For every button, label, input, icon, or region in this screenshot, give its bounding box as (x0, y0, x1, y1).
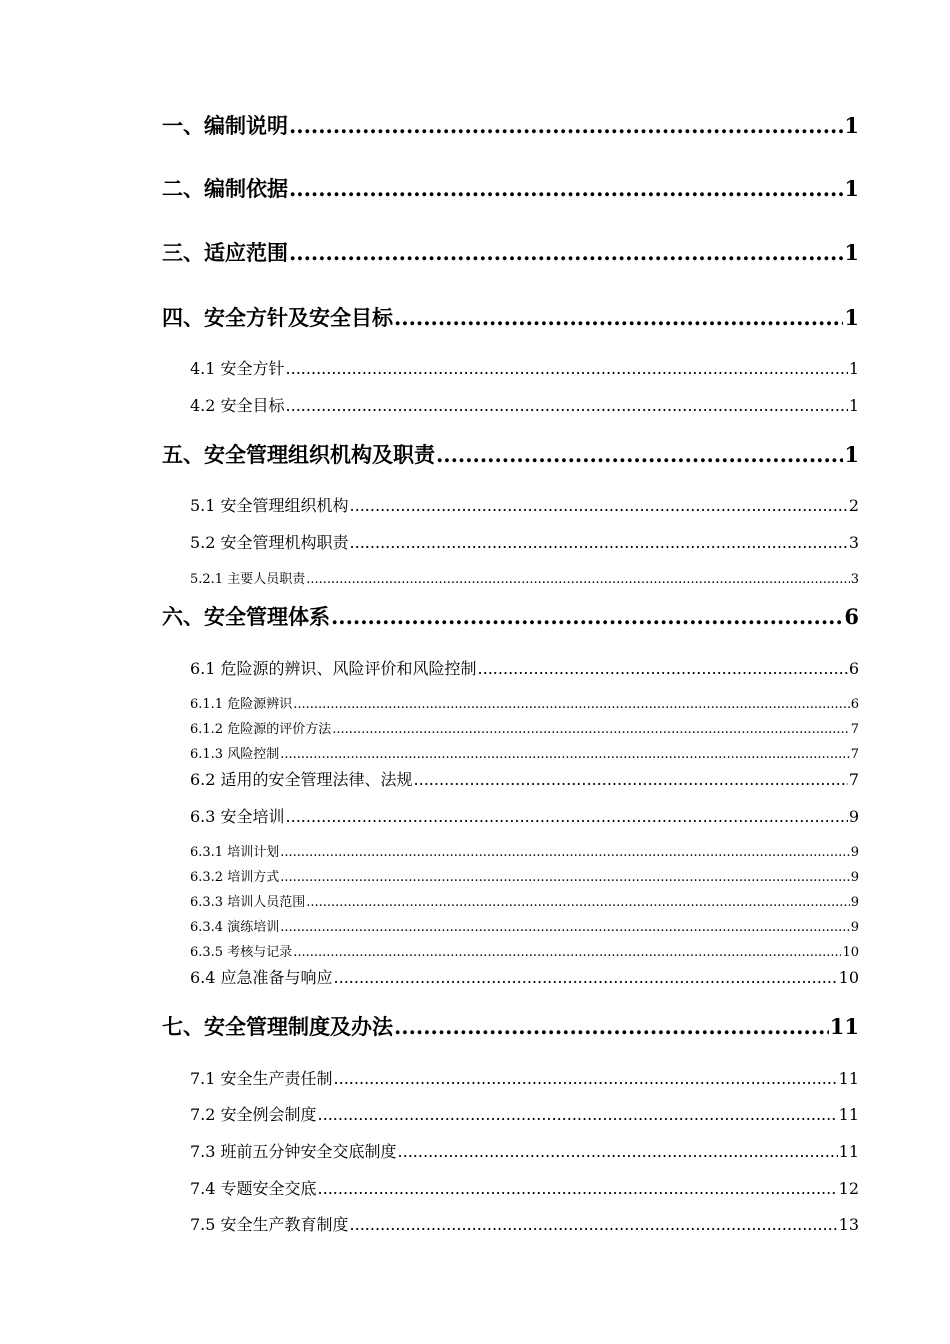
toc-entry-page: 11 (838, 1105, 859, 1124)
toc-entry[interactable] (190, 718, 859, 737)
toc-entry-label: 四、安全方针及安全目标 (162, 305, 393, 330)
toc-leader-dots (436, 442, 843, 467)
toc-entry-label: 一、编制说明 (162, 113, 288, 138)
toc-entry-label: 6.1.3 风险控制 (190, 747, 280, 762)
toc-entry-page: 6 (848, 659, 859, 678)
toc-leader-dots (293, 945, 841, 960)
toc-entry[interactable] (162, 302, 859, 332)
toc-entry-page: 3 (848, 533, 859, 552)
toc-entry-label: 7.5 安全生产教育制度 (190, 1215, 349, 1234)
toc-entry-label: 6.3.5 考核与记录 (190, 945, 293, 960)
toc-entry[interactable] (190, 393, 859, 416)
toc-entry-page: 10 (838, 968, 859, 987)
toc-leader-dots (289, 113, 843, 138)
toc-entry-label: 6.3.2 培训方式 (190, 870, 280, 885)
toc-entry[interactable] (190, 1212, 859, 1235)
toc-leader-dots (286, 396, 848, 415)
toc-entry-page: 11 (829, 1014, 859, 1039)
toc-entry-label: 4.1 安全方针 (190, 359, 285, 378)
toc-entry-label: 五、安全管理组织机构及职责 (162, 442, 435, 467)
toc-entry[interactable] (190, 841, 859, 860)
toc-entry-page: 11 (838, 1069, 859, 1088)
toc-entry-label: 7.2 安全例会制度 (190, 1105, 317, 1124)
toc-entry-page: 1 (844, 305, 859, 330)
toc-entry[interactable] (162, 1011, 859, 1041)
toc-entry-page: 6 (850, 697, 859, 712)
toc-entry-page: 3 (850, 572, 859, 587)
toc-entry-page: 9 (850, 870, 859, 885)
toc-entry-label: 6.3.3 培训人员范围 (190, 895, 306, 910)
toc-entry-label: 七、安全管理制度及办法 (162, 1014, 393, 1039)
toc-entry[interactable] (190, 1176, 859, 1199)
toc-entry-label: 7.3 班前五分钟安全交底制度 (190, 1142, 397, 1161)
toc-entry[interactable] (162, 173, 859, 203)
toc-leader-dots (306, 895, 850, 910)
toc-entry[interactable] (190, 493, 859, 516)
toc-entry-page: 13 (838, 1215, 859, 1234)
toc-leader-dots (398, 1142, 838, 1161)
toc-entry-label: 6.2 适用的安全管理法律、法规 (190, 770, 413, 789)
toc-leader-dots (280, 747, 850, 762)
toc-entry-label: 7.1 安全生产责任制 (190, 1069, 333, 1088)
toc-entry-label: 6.4 应急准备与响应 (190, 968, 333, 987)
toc-entry[interactable] (162, 237, 859, 267)
toc-entry[interactable] (162, 110, 859, 140)
toc-entry-label: 5.2.1 主要人员职责 (190, 572, 306, 587)
toc-entry-page: 9 (850, 895, 859, 910)
toc-leader-dots (478, 659, 848, 678)
toc-entry-label: 三、适应范围 (162, 240, 288, 265)
toc-entry[interactable] (190, 530, 859, 553)
toc-leader-dots (332, 722, 850, 737)
toc-leader-dots (318, 1105, 838, 1124)
toc-entry[interactable] (190, 767, 859, 790)
toc-entry[interactable] (190, 693, 859, 712)
toc-entry[interactable] (190, 568, 859, 587)
toc-entry-page: 6 (844, 604, 859, 629)
toc-leader-dots (350, 496, 848, 515)
toc-entry[interactable] (190, 916, 859, 935)
toc-entry-label: 5.1 安全管理组织机构 (190, 496, 349, 515)
toc-entry-label: 5.2 安全管理机构职责 (190, 533, 349, 552)
toc-entry-page: 12 (838, 1179, 859, 1198)
toc-leader-dots (318, 1179, 838, 1198)
toc-entry-page: 7 (850, 747, 859, 762)
toc-entry-page: 9 (848, 807, 859, 826)
toc-entry[interactable] (162, 601, 859, 631)
toc-leader-dots (286, 359, 848, 378)
toc-entry-label: 6.1.2 危险源的评价方法 (190, 722, 332, 737)
toc-entry-page: 1 (844, 240, 859, 265)
toc-entry[interactable] (190, 656, 859, 679)
toc-entry-page: 10 (842, 945, 859, 960)
toc-entry-label: 6.1 危险源的辨识、风险评价和风险控制 (190, 659, 477, 678)
toc-entry-label: 4.2 安全目标 (190, 396, 285, 415)
toc-entry[interactable] (190, 743, 859, 762)
toc-entry[interactable] (190, 1139, 859, 1162)
toc-leader-dots (286, 807, 848, 826)
toc-entry-label: 6.3.4 演练培训 (190, 920, 280, 935)
toc-leader-dots (350, 533, 848, 552)
toc-entry-page: 9 (850, 845, 859, 860)
toc-entry[interactable] (190, 866, 859, 885)
toc-entry[interactable] (190, 941, 859, 960)
toc-entry[interactable] (190, 891, 859, 910)
toc-entry-label: 六、安全管理体系 (162, 604, 330, 629)
toc-leader-dots (306, 572, 850, 587)
toc-entry-page: 7 (848, 770, 859, 789)
toc-entry[interactable] (190, 1102, 859, 1125)
toc-entry[interactable] (190, 1066, 859, 1089)
toc-entry-page: 1 (844, 176, 859, 201)
toc-leader-dots (280, 845, 850, 860)
toc-leader-dots (289, 176, 843, 201)
toc-entry-page: 7 (850, 722, 859, 737)
toc-entry-page: 2 (848, 496, 859, 515)
toc-leader-dots (394, 305, 843, 330)
toc-entry[interactable] (162, 439, 859, 469)
toc-entry-label: 二、编制依据 (162, 176, 288, 201)
toc-entry-page: 11 (838, 1142, 859, 1161)
toc-entry-page: 1 (844, 442, 859, 467)
toc-entry[interactable] (190, 356, 859, 379)
toc-entry-label: 7.4 专题安全交底 (190, 1179, 317, 1198)
toc-leader-dots (280, 920, 850, 935)
toc-leader-dots (293, 697, 850, 712)
toc-leader-dots (331, 604, 843, 629)
toc-leader-dots (334, 1069, 838, 1088)
toc-entry-label: 6.3 安全培训 (190, 807, 285, 826)
toc-leader-dots (289, 240, 843, 265)
toc-entry-label: 6.1.1 危险源辨识 (190, 697, 293, 712)
toc-leader-dots (334, 968, 838, 987)
toc-leader-dots (414, 770, 848, 789)
toc-entry-label: 6.3.1 培训计划 (190, 845, 280, 860)
toc-entry-page: 1 (848, 359, 859, 378)
toc-entry[interactable] (190, 804, 859, 827)
toc-leader-dots (280, 870, 850, 885)
toc-leader-dots (394, 1014, 829, 1039)
toc-entry-page: 1 (844, 113, 859, 138)
toc-entry-page: 9 (850, 920, 859, 935)
toc-entry[interactable] (190, 965, 859, 988)
toc-leader-dots (350, 1215, 838, 1234)
toc-entry-page: 1 (848, 396, 859, 415)
